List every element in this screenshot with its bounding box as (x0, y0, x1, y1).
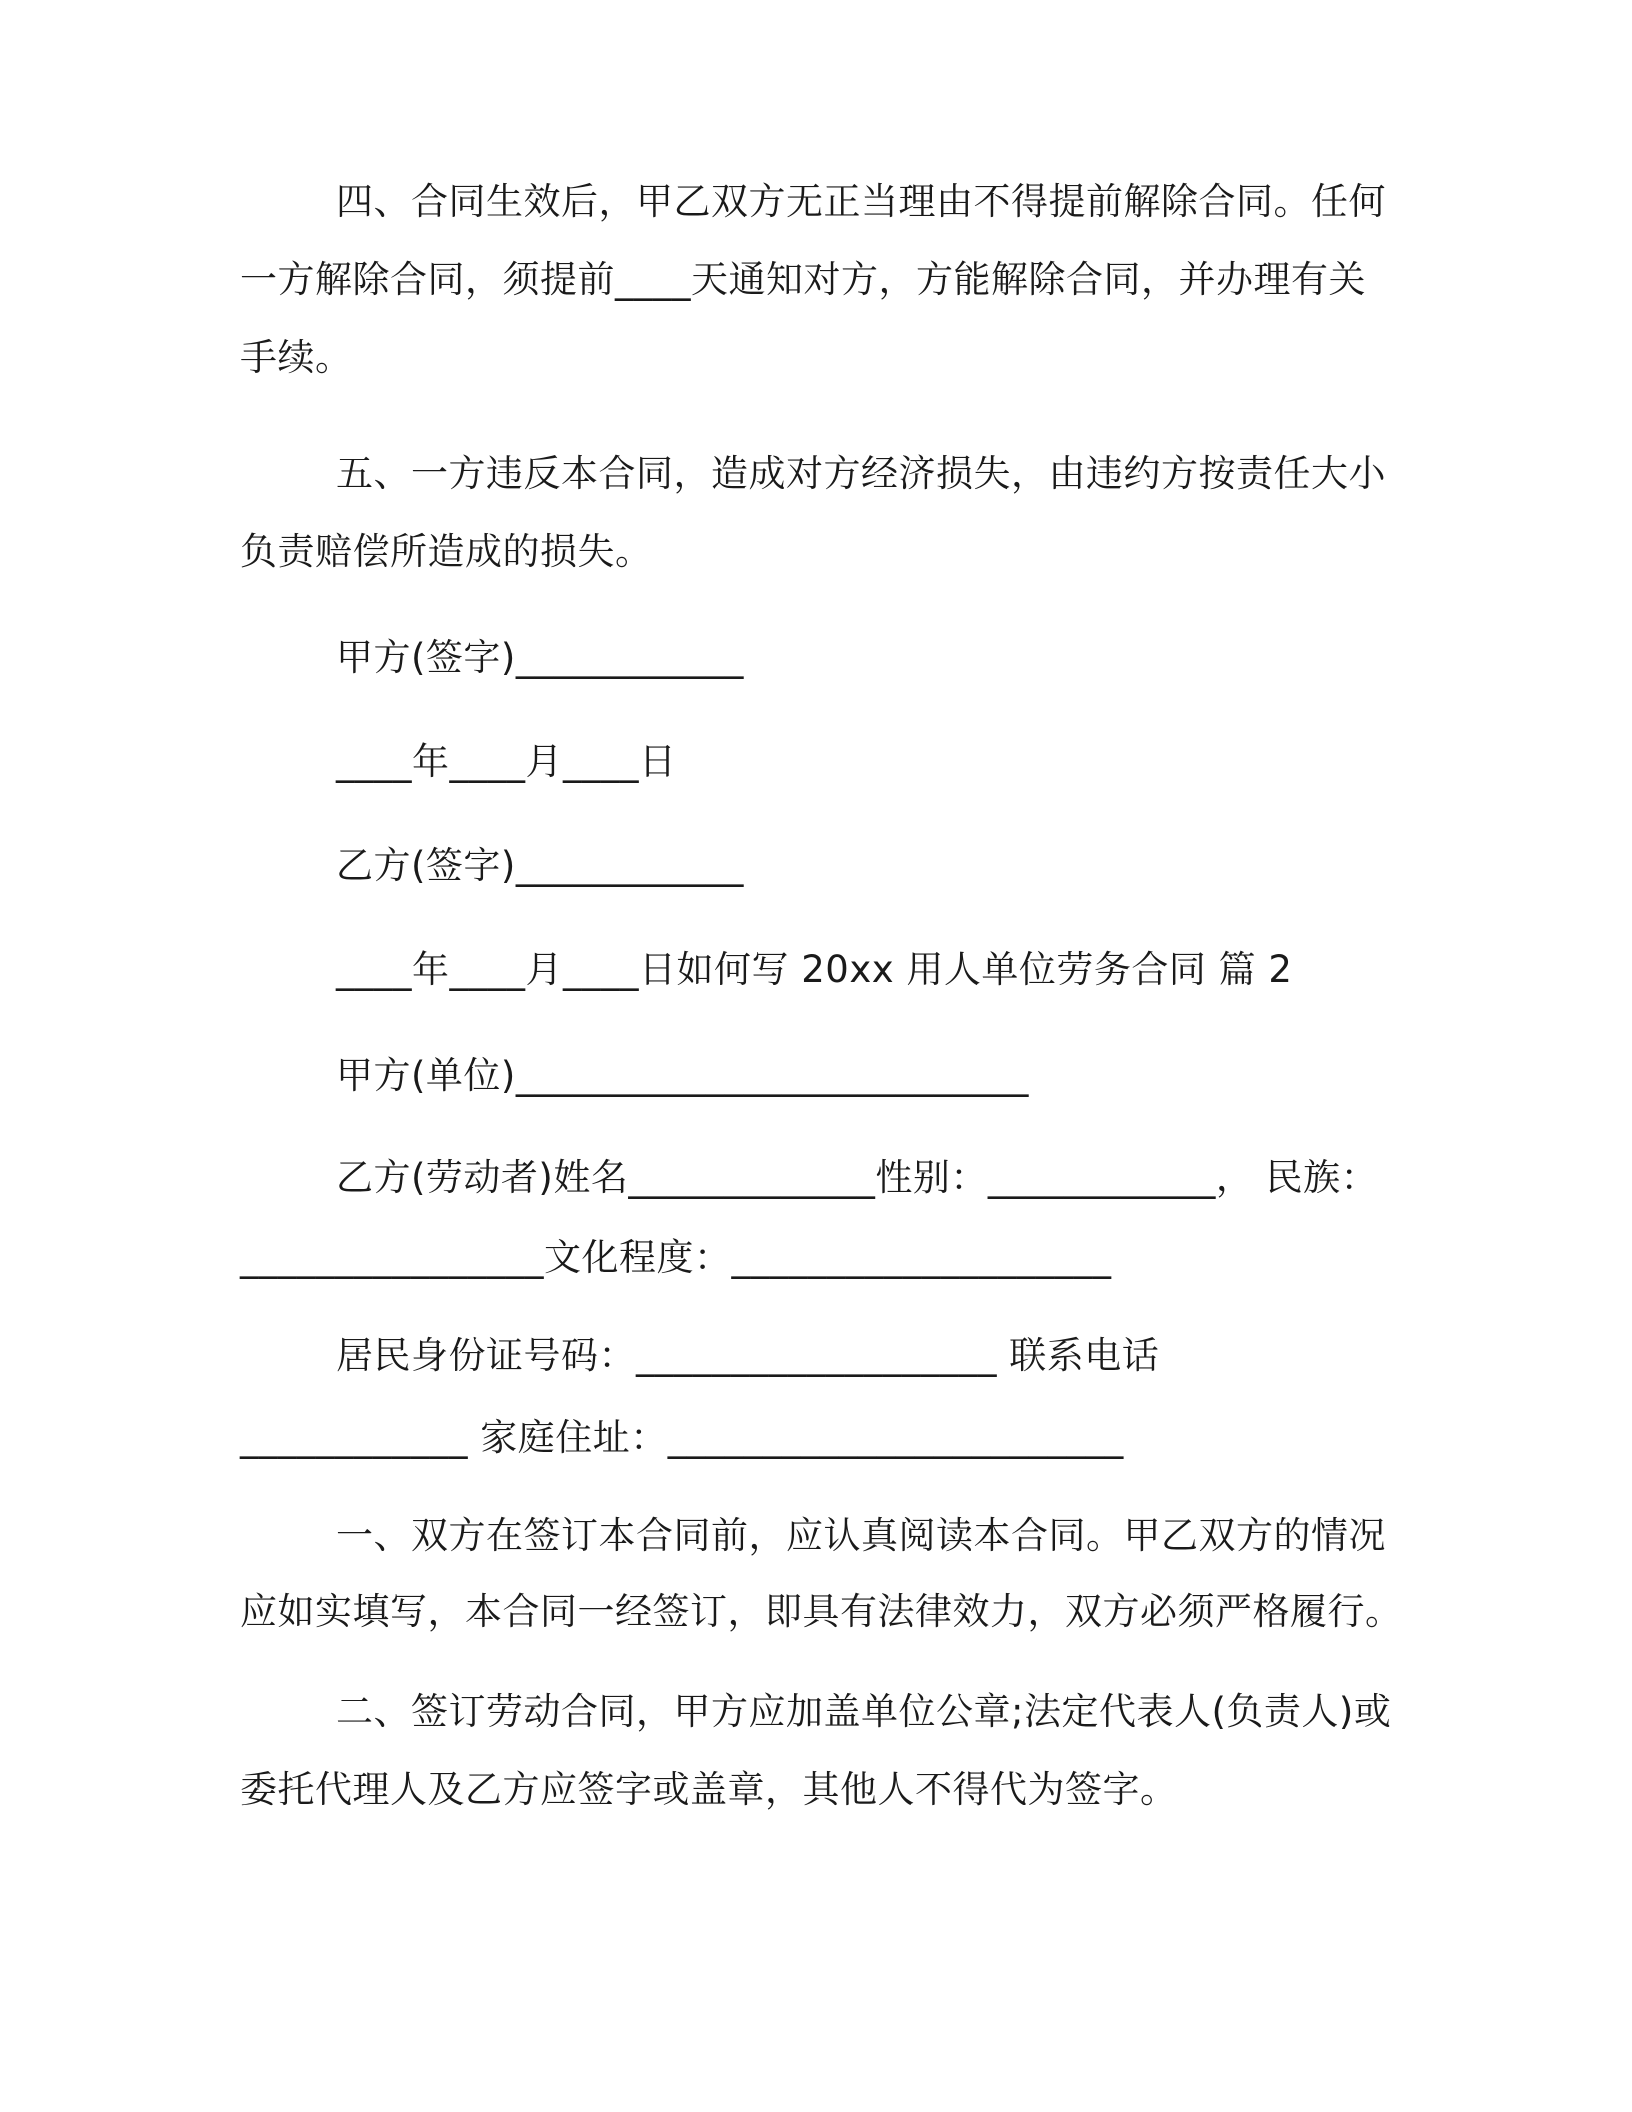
clause-5-line-1: 五、一方违反本合同，造成对方经济损失，由违约方按责任大小 (336, 452, 1386, 495)
party-a-date: ____年____月____日 (336, 740, 677, 783)
party-b-info-line-1: 乙方(劳动者)姓名_____________性别：____________， 民族： (336, 1156, 1379, 1199)
article-2-line-2: 委托代理人及乙方应签字或盖章，其他人不得代为签字。 (240, 1768, 1178, 1811)
party-b-date-and-heading: ____年____月____日如何写 20xx 用人单位劳务合同 篇 2 (336, 948, 1293, 991)
clause-5-line-2: 负责赔偿所造成的损失。 (240, 530, 653, 573)
clause-4-line-2: 一方解除合同，须提前____天通知对方，方能解除合同，并办理有关 (240, 258, 1366, 301)
party-b-info-line-3: 居民身份证号码：___________________ 联系电话 (336, 1334, 1160, 1377)
clause-4-line-1: 四、合同生效后，甲乙双方无正当理由不得提前解除合同。任何 (336, 180, 1386, 223)
party-a-unit: 甲方(单位)___________________________ (336, 1054, 1029, 1097)
party-b-signature: 乙方(签字)____________ (336, 844, 744, 887)
clause-4-line-3: 手续。 (240, 336, 353, 379)
article-1-line-2: 应如实填写，本合同一经签订，即具有法律效力，双方必须严格履行。 (240, 1590, 1403, 1633)
party-b-info-line-2: ________________文化程度：____________________ (240, 1236, 1112, 1279)
party-a-signature: 甲方(签字)____________ (336, 636, 744, 679)
article-1-line-1: 一、双方在签订本合同前，应认真阅读本合同。甲乙双方的情况 (336, 1514, 1386, 1557)
article-2-line-1: 二、签订劳动合同，甲方应加盖单位公章;法定代表人(负责人)或 (336, 1690, 1392, 1733)
party-b-info-line-4: ____________ 家庭住址：________________________ (240, 1416, 1124, 1459)
